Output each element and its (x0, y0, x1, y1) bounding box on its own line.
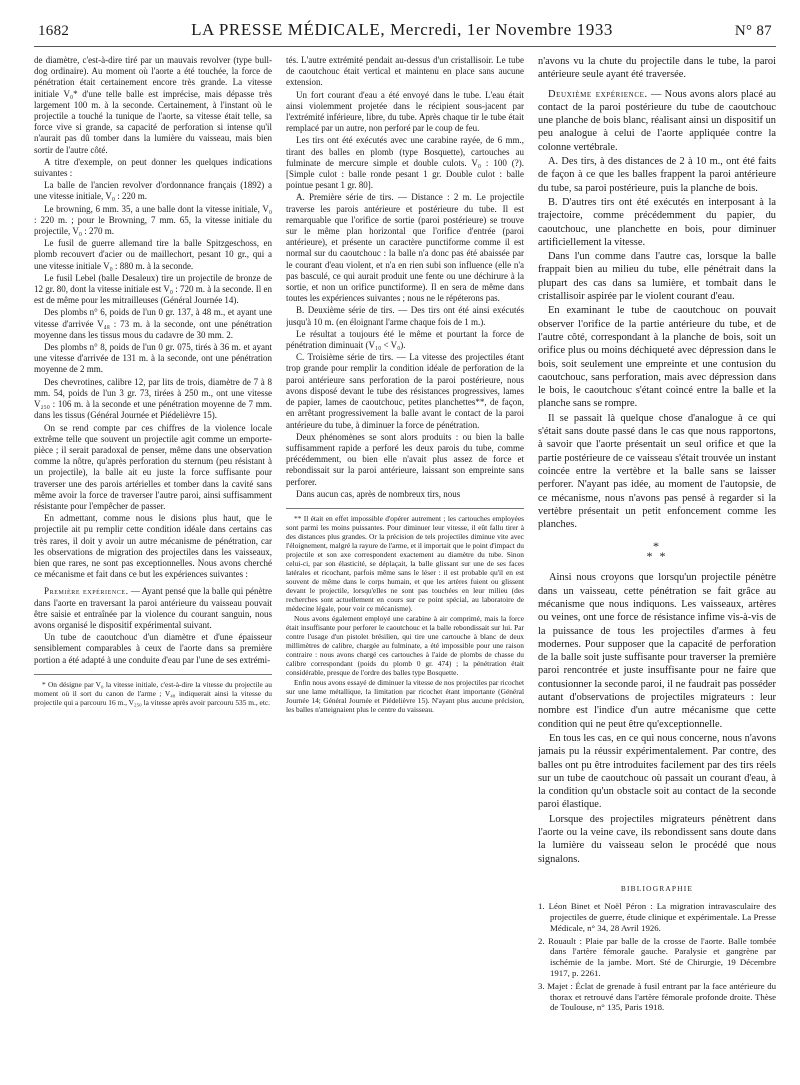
article-columns (34, 55, 776, 1085)
footnote-block (34, 674, 272, 707)
paragraph: Des plombs n° 8, poids de l'un 0 gr. 075, tirés à 36 m. et ayant une vitesse d'arrivée de 131 m. à la seconde, ont une pénétration moyenne de 2 mm. (34, 342, 272, 375)
experiment-2-label: Deuxième expérience. (548, 88, 648, 100)
paragraph: Lorsque des projectiles migrateurs pénètrent dans l'aorte ou la veine cave, ils rebondissent sans doute dans la lumière du vaisseau selon le procédé que nous signalons. (538, 813, 776, 865)
page-header (34, 20, 776, 40)
footnote: * On désigne par V₀ la vitesse initiale, c'est-à-dire la vitesse du projectile au moment où il sort du canon de l'arme ; V₄₈ indiquerait ainsi la vitesse du projectile qui a parcouru 16 m., V₂₅₀ la vitesse après avoir parcouru 535 m., etc. (34, 679, 272, 707)
paragraph: Ainsi nous croyons que lorsqu'un projectile pénètre dans un vaisseau, cette pénétration se fait grâce au mécanisme que nous indiquons. Les vaisseaux, artères ou veines, ont une force de résistance infime vis-à-vis de la puissance de tous les projectiles d'armes à feu modernes. Pour supposer que la capacité de perforation de la balle soit juste suffisante pour traverser la première paroi rencontrée et juste insuffisante pour ne faire que contusionner la seconde paroi, il ne faudrait pas posséder autant d'observations de projectiles migrateurs : leur nombre est l'indice d'un autre mécanisme que cette condition qui ne peut être qu'exceptionnelle. (538, 572, 776, 730)
bibliography-item: 1. Léon Binet et Noël Péron : La migration intravasculaire des projectiles de guerre, étude clinique et expérimentale. La Presse Médicale, n° 34, 28 Avril 1926. (538, 901, 776, 933)
bibliography-item: 3. Majet : Éclat de grenade à fusil entrant par la face antérieure du thorax et retrouvé dans l'artère fémorale profonde droite. Thèse de Toulouse, n° 135, Paris 1918. (538, 980, 776, 1013)
paragraph: de diamètre, c'est-à-dire tiré par un mauvais revolver (type bull-dog ordinaire). Au moment où l'aorte a été touchée, la force de pénétration était certainement encore très grande. La vitesse initiale V₀* d'une telle balle est imprécise, mais dépasse très largement 100 m. à la seconde. Certainement, à l'instant où le projectile a touché la tunique de l'aorte, sa vitesse était telle, sa force vive si grande, sa capacité de perforation si intense qu'il n'aurait pas dû tomber dans la lumière du vaisseau, mais bien sortir de l'autre côté. (34, 55, 272, 155)
bibliography-item: 2. Rouault : Plaie par balle de la crosse de l'aorte. Balle tombée dans l'artère fémorale gauche. Paralysie et gangrène par ischémie de la jambe. Mort. Sté de Chirurgie, 19 Décembre 1917, p. 2261. (538, 935, 776, 978)
footnote-block (286, 508, 524, 714)
paragraph: On se rend compte par ces chiffres de la violence locale extrême telle que souvent un projectile agit comme un emporte-pièce ; il serait paradoxal de penser, même dans une observation comme la nôtre, qu'après perforation du sternum (peu résistant à un projectile), la balle ait eu juste la force suffisante pour traverser une des parois artérielles et tomber dans la cavité sans même avoir la force de traverser l'autre paroi, ainsi suffisamment résistante pour l'empêcher de passer. (34, 422, 272, 511)
paragraph: Le fusil Lebel (balle Desaleux) tire un projectile de bronze de 12 gr. 80, dont la vitesse initiale est V₀ : 720 m. à la seconde. Il en est de même pour les mitrailleuses (Général Journée 14). (34, 272, 272, 306)
issue-number: N° 87 (734, 23, 772, 39)
bibliography-title: BIBLIOGRAPHIE (620, 883, 694, 893)
paragraph: A. Première série de tirs. — Distance : 2 m. Le projectile traverse les parois antérieure et postérieure du tube. Il est remarquable que l'orifice de sortie (paroi postérieure) se trouve sur le même plan horizontal que l'orifice d'entrée (paroi antérieure), et présente un caractère punctiforme comme il est normal sur du caoutchouc : la balle n'a donc pas été abaissée par le courant d'eau violent, et n'a en rien subi son influence (elle n'a pas basculé, ce qui aurait produit une fente ou une déchirure à la sortie, et non un orifice punctiforme). Il en sera de même dans toutes les expériences suivantes ; nous ne le répéterons pas. (286, 192, 524, 304)
paragraph: Deux phénomènes se sont alors produits : ou bien la balle suffisamment rapide a perforé les deux parois du tube, comme précédemment, ou bien elle n'avait plus assez de force et rebondissait sur la paroi antérieure, laissant son empreinte sans perforer. (286, 431, 524, 487)
page-number: 1682 (38, 23, 70, 39)
experiment-2-text: — Nous avons alors placé au contact de la paroi postérieure du tube de caoutchouc une planche de bois blanc, réalisant ainsi un dispositif un peu analogue à celui de l'aorte appliquée contre la colonne vertébrale. (538, 88, 776, 153)
paragraph: A titre d'exemple, on peut donner les quelques indications suivantes : (34, 156, 272, 179)
paragraph: En examinant le tube de caoutchouc on pouvait observer l'orifice de la partie antérieure du tube, et de l'autre côté, correspondant à la planche de bois, soit un orifice plus ou moins déchiqueté avec dépression dans le bois, soit seulement une empreinte et une contusion du caoutchouc, sans perforation, mais avec dépression dans le bois, le caoutchouc s'étant coincé entre la balle et la planche sans se rompre. (538, 305, 776, 410)
bibliography (538, 901, 776, 1013)
paragraph: Un fort courant d'eau a été envoyé dans le tube. L'eau était ainsi violemment projetée dans le récipient sous-jacent par l'extrémité inférieure, libre, du tube. Après chaque tir le tube était remplacé par un autre, non perforé par le coup de feu. (286, 89, 524, 134)
paragraph: En tous les cas, en ce qui nous concerne, nous n'avons jamais pu la réussir expérimentalement. Par contre, des balles ont pu être introduites facilement par des tirs réels sur un tube de caoutchouc où passait un courant d'eau, à la condition qu'un obstacle soit au contact de la seconde paroi élastique. (538, 732, 776, 811)
paragraph: Le fusil de guerre allemand tire la balle Spitzgeschoss, en plomb recouvert d'acier ou de maillechort, pesant 10 gr., qui a une vitesse initiale V₀ : 880 m. à la seconde. (34, 238, 272, 271)
footnote: Nous avons également employé une carabine à air comprimé, mais la force était insuffisante pour perforer le caoutchouc et la balle rebondissait sur lui. Par contre l'usage d'un pistolet brésilien, qui tire une cartouche à blanc de deux millimètres de calibre, chargée au fulminate, a été impossible pour une raison contraire : nous avons chargé ces cartouches à l'aide de plombs de chasse du calibre correspondant (poids du plomb 0 gr. 474) ; la pénétration était considérable, presque de l'ordre des balles type Bosquette. (286, 613, 524, 677)
experiment-1-text: — Ayant pensé que la balle qui pénètre dans l'aorte en traversant la paroi antérieure du vaisseau pouvait être saisie et entraînée par la violence du courant sanguin, nous avons organisé le dispositif expérimental suivant. (34, 586, 272, 630)
paragraph: Le browning, 6 mm. 35, a une balle dont la vitesse initiale, V₀ : 220 m. ; pour le Browning, 7 mm. 65, la vitesse initiale du projectile, V₀ : 270 m. (34, 203, 272, 237)
paragraph: Un tube de caoutchouc d'un diamètre et d'une épaisseur sensiblement comparables à ceux de l'aorte dans sa première portion a été adapté à une conduite d'eau par l'une de ses extrémi- (34, 632, 272, 665)
experiment-1-paragraph (34, 586, 272, 631)
experiment-1-label: Première expérience. (44, 586, 129, 597)
paragraph: En admettant, comme nous le disions plus haut, que le projectile ait pu remplir cette condition idéale dans certains cas très rares, il doit y avoir un autre mécanisme de pénétration, car les observations de migration des projectiles dans les vaisseaux, bien que rares, ne sont pas exceptionnelles. Nous avons cherché ce mécanisme et fait dans ce but les expériences suivantes : (34, 513, 272, 580)
paragraph: Des chevrotines, calibre 12, par lits de trois, diamètre de 7 à 8 mm. 54, poids de l'un 3 gr. 73, tirées à 250 m., ont une vitesse V₂₅₀ : 106 m. à la seconde et une pénétration moyenne de 7 mm. dans les tissus (Général Journée et Piédelièvre 15). (34, 376, 272, 421)
experiment-2-paragraph (538, 88, 776, 154)
footnote: Enfin nous avons essayé de diminuer la vitesse de nos projectiles par ricochet sur une lame métallique, la limitation par ricochet étant importante (Général Journée 14; Général Journée et Piédelièvre 15). N'ayant plus aucune précision, les balles n'atteignaient plus le centre du vaisseau. (286, 677, 524, 714)
column-2 (286, 55, 524, 1085)
paragraph: n'avons vu la chute du projectile dans le tube, la paroi antérieure seule ayant été traversée. (538, 56, 776, 81)
paragraph: C. Troisième série de tirs. — La vitesse des projectiles étant trop grande pour remplir la condition idéale de perforation de la paroi antérieure sans perforation de la paroi postérieure, nous avons disposé devant le tube des résistances progressives, lames de papier, lames de caoutchouc, petites planchettes**, de façon, en arrêtant progressivement la balle avant le contact de la paroi antérieure du tube, à diminuer la force de pénétration. (286, 352, 524, 430)
paragraph: Les tirs ont été exécutés avec une carabine rayée, de 6 mm., tirant des balles en plomb (type Bosquette), cartouches au fulminate de mercure simple et double culots. V₀ : 100 (?). [Simple culot : balle ronde pesant 1 gr. Double culot : balle pointue pesant 1 gr. 80]. (286, 135, 524, 191)
paragraph: tés. L'autre extrémité pendait au-dessus d'un cristallisoir. Le tube de caoutchouc était vertical et maintenu en place sans aucune extension. (286, 55, 524, 88)
paragraph: B. Deuxième série de tirs. — Des tirs ont été ainsi exécutés jusqu'à 10 m. (en éloignant l'arme chaque fois de 1 m.). (286, 305, 524, 327)
paragraph: Des plombs n° 6, poids de l'un 0 gr. 137, à 48 m., et ayant une vitesse d'arrivée V₄₈ : 73 m. à la seconde, ont une pénétration moyenne dans les tissus mous du cadavre de 30 mm. 2. (34, 307, 272, 340)
paragraph: Dans aucun cas, après de nombreux tirs, nous (296, 488, 461, 499)
paragraph: La balle de l'ancien revolver d'ordonnance français (1892) a une vitesse initiale, V₀ : 220 m. (34, 180, 272, 202)
paragraph: A. Des tirs, à des distances de 2 à 10 m., ont été faits de façon à ce que les balles frappent la paroi antérieure du tube, sa paroi postérieure, puis la planche de bois. (538, 156, 776, 194)
paragraph: Le résultat a toujours été le même et pourtant la force de pénétration diminuait (V₁₀ < V₀). (286, 328, 524, 351)
column-3 (538, 55, 776, 1085)
header-rule (34, 46, 776, 47)
journal-title: LA PRESSE MÉDICALE, Mercredi, 1er Novembre 1933 (191, 20, 614, 39)
column-1 (34, 55, 272, 1085)
conclusion (538, 571, 776, 866)
paragraph: B. D'autres tirs ont été exécutés en interposant à la trajectoire, comme précédemment du papier, du caoutchouc, une planchette en bois, pour diminuer artificiellement la vitesse. (538, 196, 776, 248)
section-separator: * * * (646, 539, 668, 564)
paragraph: Dans l'un comme dans l'autre cas, lorsque la balle frappait bien au milieu du tube, elle pénétrait dans la plupart des cas dans sa lumière, et tombait dans le cristallisoir aspirée par le violent courant d'eau. (538, 251, 776, 303)
paragraph: Il se passait là quelque chose d'analogue à ce qui s'était sans doute passé dans le cas que nous rapportons, à savoir que l'aorte présentait un seul orifice et que la partie postérieure de ce vaisseau s'était trouvée un instant coincée entre la vertèbre et la balle sans se laisser perforer. N'ayant pas idée, au moment de l'autopsie, de ce mécanisme, nous n'avons pas pensé à regarder si la vertèbre présentait un petit enfoncement comme les planches. (538, 412, 776, 531)
footnote: ** Il était en effet impossible d'opérer autrement ; les cartouches employées sont parmi les moins puissantes. Pour diminuer leur vitesse, il eût fallu tirer à des distances plus grandes. Or la précision de tels projectiles diminue vite avec l'éloignement, malgré la rayure de l'arme, et il importait que le point d'impact du projectile et son axe correspondent exactement au diamètre du tube. Sinon celui-ci, par son élasticité, se déplaçait, la balle glissant sur une de ses faces latérales et ricochant, parfois même sans le léser : il est probable qu'il en est souvent de même dans le corps humain, et que les artères fuient ou glissent devant le projectile, lorsqu'elles ne sont pas touchées en leur milieu (des recherches sont actuellement en cours sur ce point spécial, au laboratoire de médecine légale, pour voir ce mécanisme). (286, 513, 524, 613)
